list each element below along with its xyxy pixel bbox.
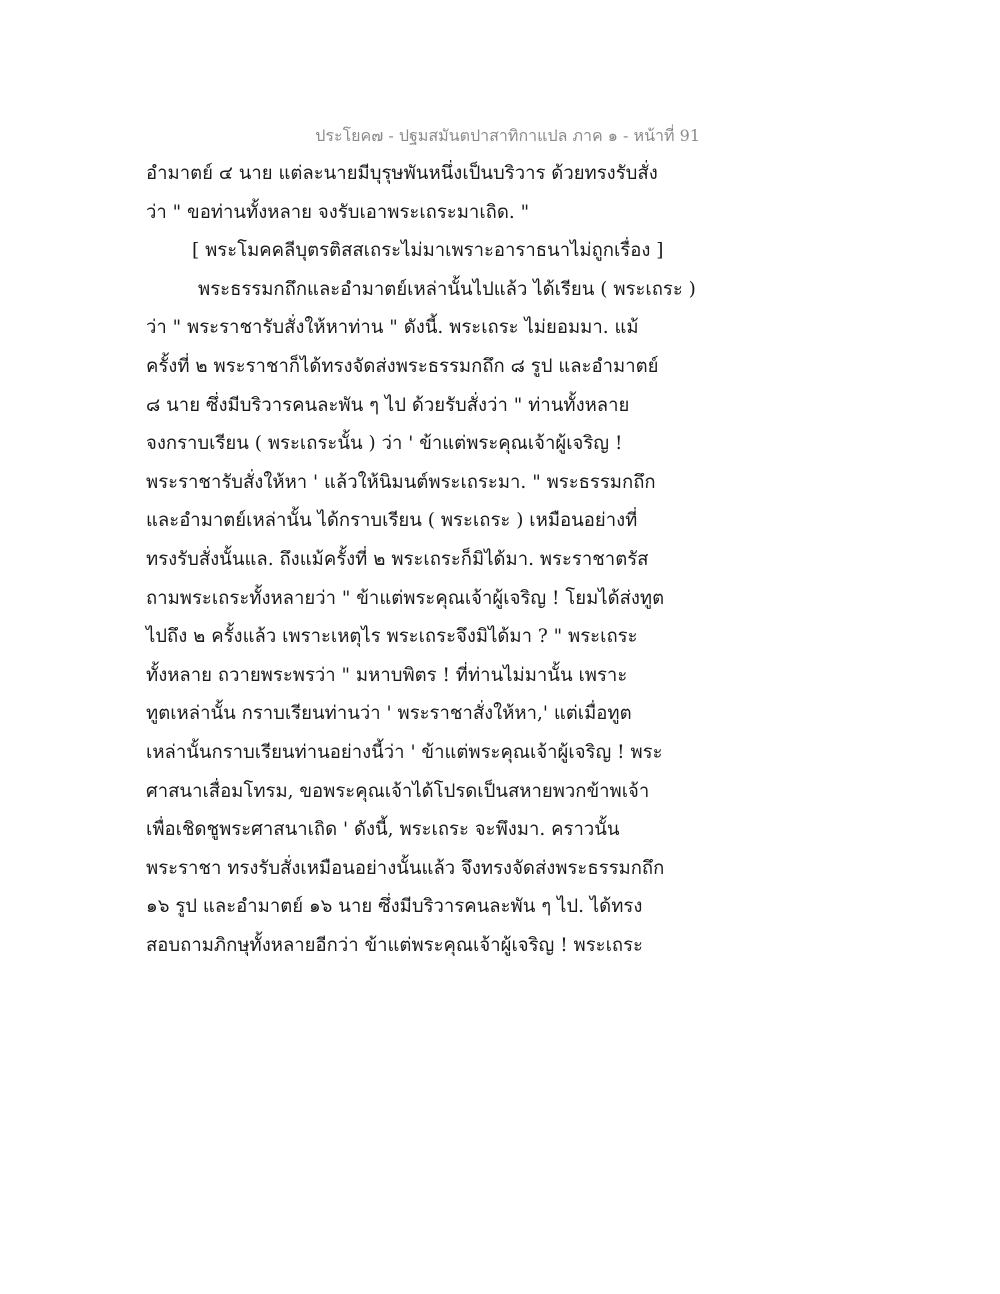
text-line: ไปถึง ๒ ครั้งแล้ว เพราะเหตุไร พระเถระจึงมิได้มา ? " พระเถระ: [146, 626, 638, 648]
text-line: ทรงรับสั่งนั้นแล. ถึงแม้ครั้งที่ ๒ พระเถระก็มิได้มา. พระราชาตรัส: [146, 548, 649, 570]
text-line: ๘ นาย ซึ่งมีบริวารคนละพัน ๆ ไป ด้วยรับสั่งว่า " ท่านทั้งหลาย: [146, 394, 630, 416]
text-line: ทูตเหล่านั้น กราบเรียนท่านว่า ' พระราชาสั่งให้หา,' แต่เมื่อทูต: [146, 703, 632, 725]
text-line: ทั้งหลาย ถวายพระพรว่า " มหาบพิตร ! ที่ท่านไม่มานั้น เพราะ: [146, 664, 628, 686]
text-line: ถามพระเถระทั้งหลายว่า " ข้าแต่พระคุณเจ้าผู้เจริญ ! โยมได้ส่งทูต: [146, 587, 665, 609]
section-heading: [ พระโมคคลีบุตรติสสเถระไม่มาเพราะอาราธนาไม่ถูกเรื่อง ]: [192, 240, 664, 262]
text-line: พระราชารับสั่งให้หา ' แล้วให้นิมนต์พระเถระมา. " พระธรรมกถึก: [146, 471, 656, 493]
text-line: ว่า " ขอท่านทั้งหลาย จงรับเอาพระเถระมาเถิด. ": [146, 201, 530, 223]
text-line: สอบถามภิกษุทั้งหลายอีกว่า ข้าแต่พระคุณเจ้าผู้เจริญ ! พระเถระ: [146, 934, 643, 956]
document-body: [146, 155, 706, 965]
paragraph-start-line: พระธรรมกถึกและอำมาตย์เหล่านั้นไปแล้ว ได้เรียน ( พระเถระ ): [198, 278, 696, 300]
page-header: ประโยค๗ - ปฐมสมันตปาสาทิกาแปล ภาค ๑ - หน้าที่ 91: [315, 126, 700, 145]
text-line: จงกราบเรียน ( พระเถระนั้น ) ว่า ' ข้าแต่พระคุณเจ้าผู้เจริญ !: [146, 433, 623, 455]
text-line: และอำมาตย์เหล่านั้น ได้กราบเรียน ( พระเถระ ) เหมือนอย่างที่: [146, 510, 638, 532]
text-line: พระราชา ทรงรับสั่งเหมือนอย่างนั้นแล้ว จึงทรงจัดส่งพระธรรมกถึก: [146, 857, 665, 879]
text-line: ศาสนาเสื่อมโทรม, ขอพระคุณเจ้าได้โปรดเป็นสหายพวกข้าพเจ้า: [146, 780, 650, 802]
text-line: อำมาตย์ ๔ นาย แต่ละนายมีบุรุษพันหนึ่งเป็นบริวาร ด้วยทรงรับสั่ง: [146, 163, 658, 184]
text-line: เหล่านั้นกราบเรียนท่านอย่างนี้ว่า ' ข้าแต่พระคุณเจ้าผู้เจริญ ! พระ: [146, 741, 663, 763]
text-line: ๑๖ รูป และอำมาตย์ ๑๖ นาย ซึ่งมีบริวารคนละพัน ๆ ไป. ได้ทรง: [146, 896, 643, 918]
text-line: ครั้งที่ ๒ พระราชาก็ได้ทรงจัดส่งพระธรรมกถึก ๘ รูป และอำมาตย์: [146, 355, 659, 377]
text-line: ว่า " พระราชารับสั่งให้หาท่าน " ดังนี้. พระเถระ ไม่ยอมมา. แม้: [146, 317, 639, 339]
text-line: เพื่อเชิดชูพระศาสนาเถิด ' ดังนี้, พระเถระ จะพึงมา. คราวนั้น: [146, 819, 620, 841]
